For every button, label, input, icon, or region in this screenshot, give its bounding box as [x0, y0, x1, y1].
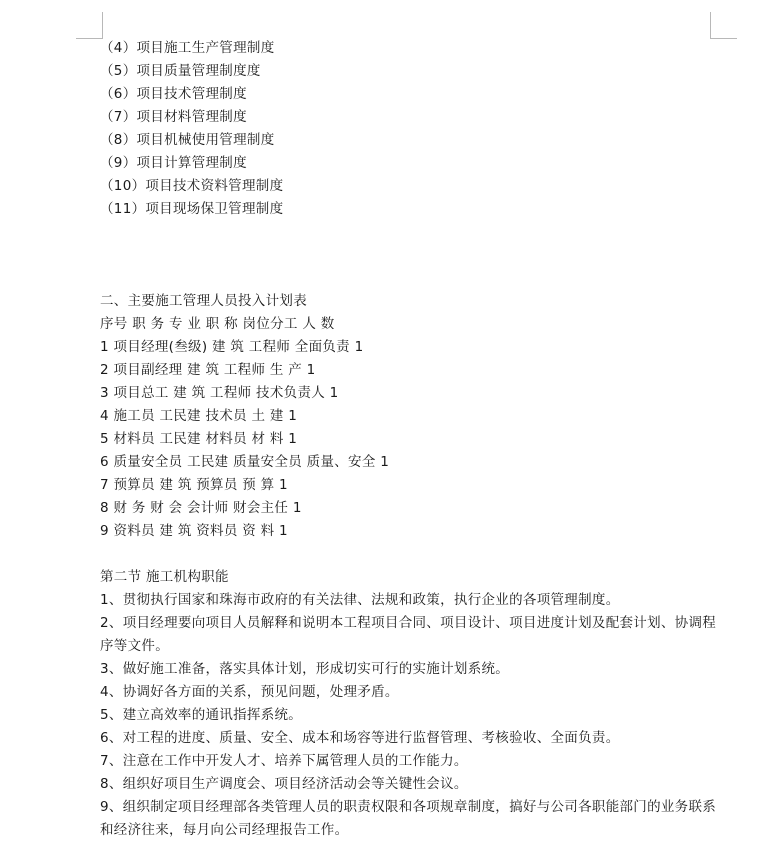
table-row: 4 施工员 工民建 技术员 土 建 1	[100, 408, 298, 424]
list-item: 1、贯彻执行国家和珠海市政府的有关法律、法规和政策，执行企业的各项管理制度。	[100, 592, 620, 608]
table-row: 8 财 务 财 会 会计师 财会主任 1	[100, 500, 302, 516]
table-row: 3 项目总工 建 筑 工程师 技术负责人 1	[100, 385, 339, 401]
list-item: （7）项目材料管理制度	[100, 109, 247, 125]
section-heading: 第二节 施工机构职能	[100, 569, 229, 585]
list-item: 7、注意在工作中开发人才、培养下属管理人员的工作能力。	[100, 753, 468, 769]
list-item: 2、项目经理要向项目人员解释和说明本工程项目合同、项目设计、项目进度计划及配套计划、协调程序等文件。	[100, 615, 717, 654]
list-item: （5）项目质量管理制度度	[100, 63, 261, 79]
table-row: 6 质量安全员 工民建 质量安全员 质量、安全 1	[100, 454, 390, 470]
table-row: 2 项目副经理 建 筑 工程师 生 产 1	[100, 362, 316, 378]
management-system-list	[100, 37, 720, 221]
table-row: 7 预算员 建 筑 预算员 预 算 1	[100, 477, 288, 493]
organization-functions-section	[100, 566, 720, 842]
personnel-plan-section	[100, 290, 720, 543]
table-row: 9 资料员 建 筑 资料员 资 料 1	[100, 523, 288, 539]
blank-space	[100, 221, 720, 290]
page-corner-mark-left	[76, 12, 103, 39]
section-heading: 二、主要施工管理人员投入计划表	[100, 293, 307, 309]
page-corner-mark-right	[710, 12, 737, 39]
list-item: （9）项目计算管理制度	[100, 155, 247, 171]
table-header: 序号 职 务 专 业 职 称 岗位分工 人 数	[100, 316, 335, 332]
list-item: 3、做好施工准备，落实具体计划，形成切实可行的实施计划系统。	[100, 661, 510, 677]
list-item: 6、对工程的进度、质量、安全、成本和场容等进行监督管理、考核验收、全面负责。	[100, 730, 620, 746]
list-item: （8）项目机械使用管理制度	[100, 132, 275, 148]
table-row: 1 项目经理(叁级) 建 筑 工程师 全面负责 1	[100, 339, 364, 355]
list-item: （10）项目技术资料管理制度	[100, 178, 284, 194]
list-item: 9、组织制定项目经理部各类管理人员的职责权限和各项规章制度，搞好与公司各职能部门的业务联系和经济往来，每月向公司经理报告工作。	[100, 799, 717, 838]
list-item: 5、建立高效率的通讯指挥系统。	[100, 707, 303, 723]
table-row: 5 材料员 工民建 材料员 材 料 1	[100, 431, 298, 447]
list-item: 4、协调好各方面的关系，预见问题，处理矛盾。	[100, 684, 399, 700]
blank-space	[100, 543, 720, 566]
list-item: 8、组织好项目生产调度会、项目经济活动会等关键性会议。	[100, 776, 468, 792]
list-item: （11）项目现场保卫管理制度	[100, 201, 284, 217]
list-item: （6）项目技术管理制度	[100, 86, 247, 102]
document-body	[100, 37, 720, 842]
list-item: （4）项目施工生产管理制度	[100, 40, 275, 56]
